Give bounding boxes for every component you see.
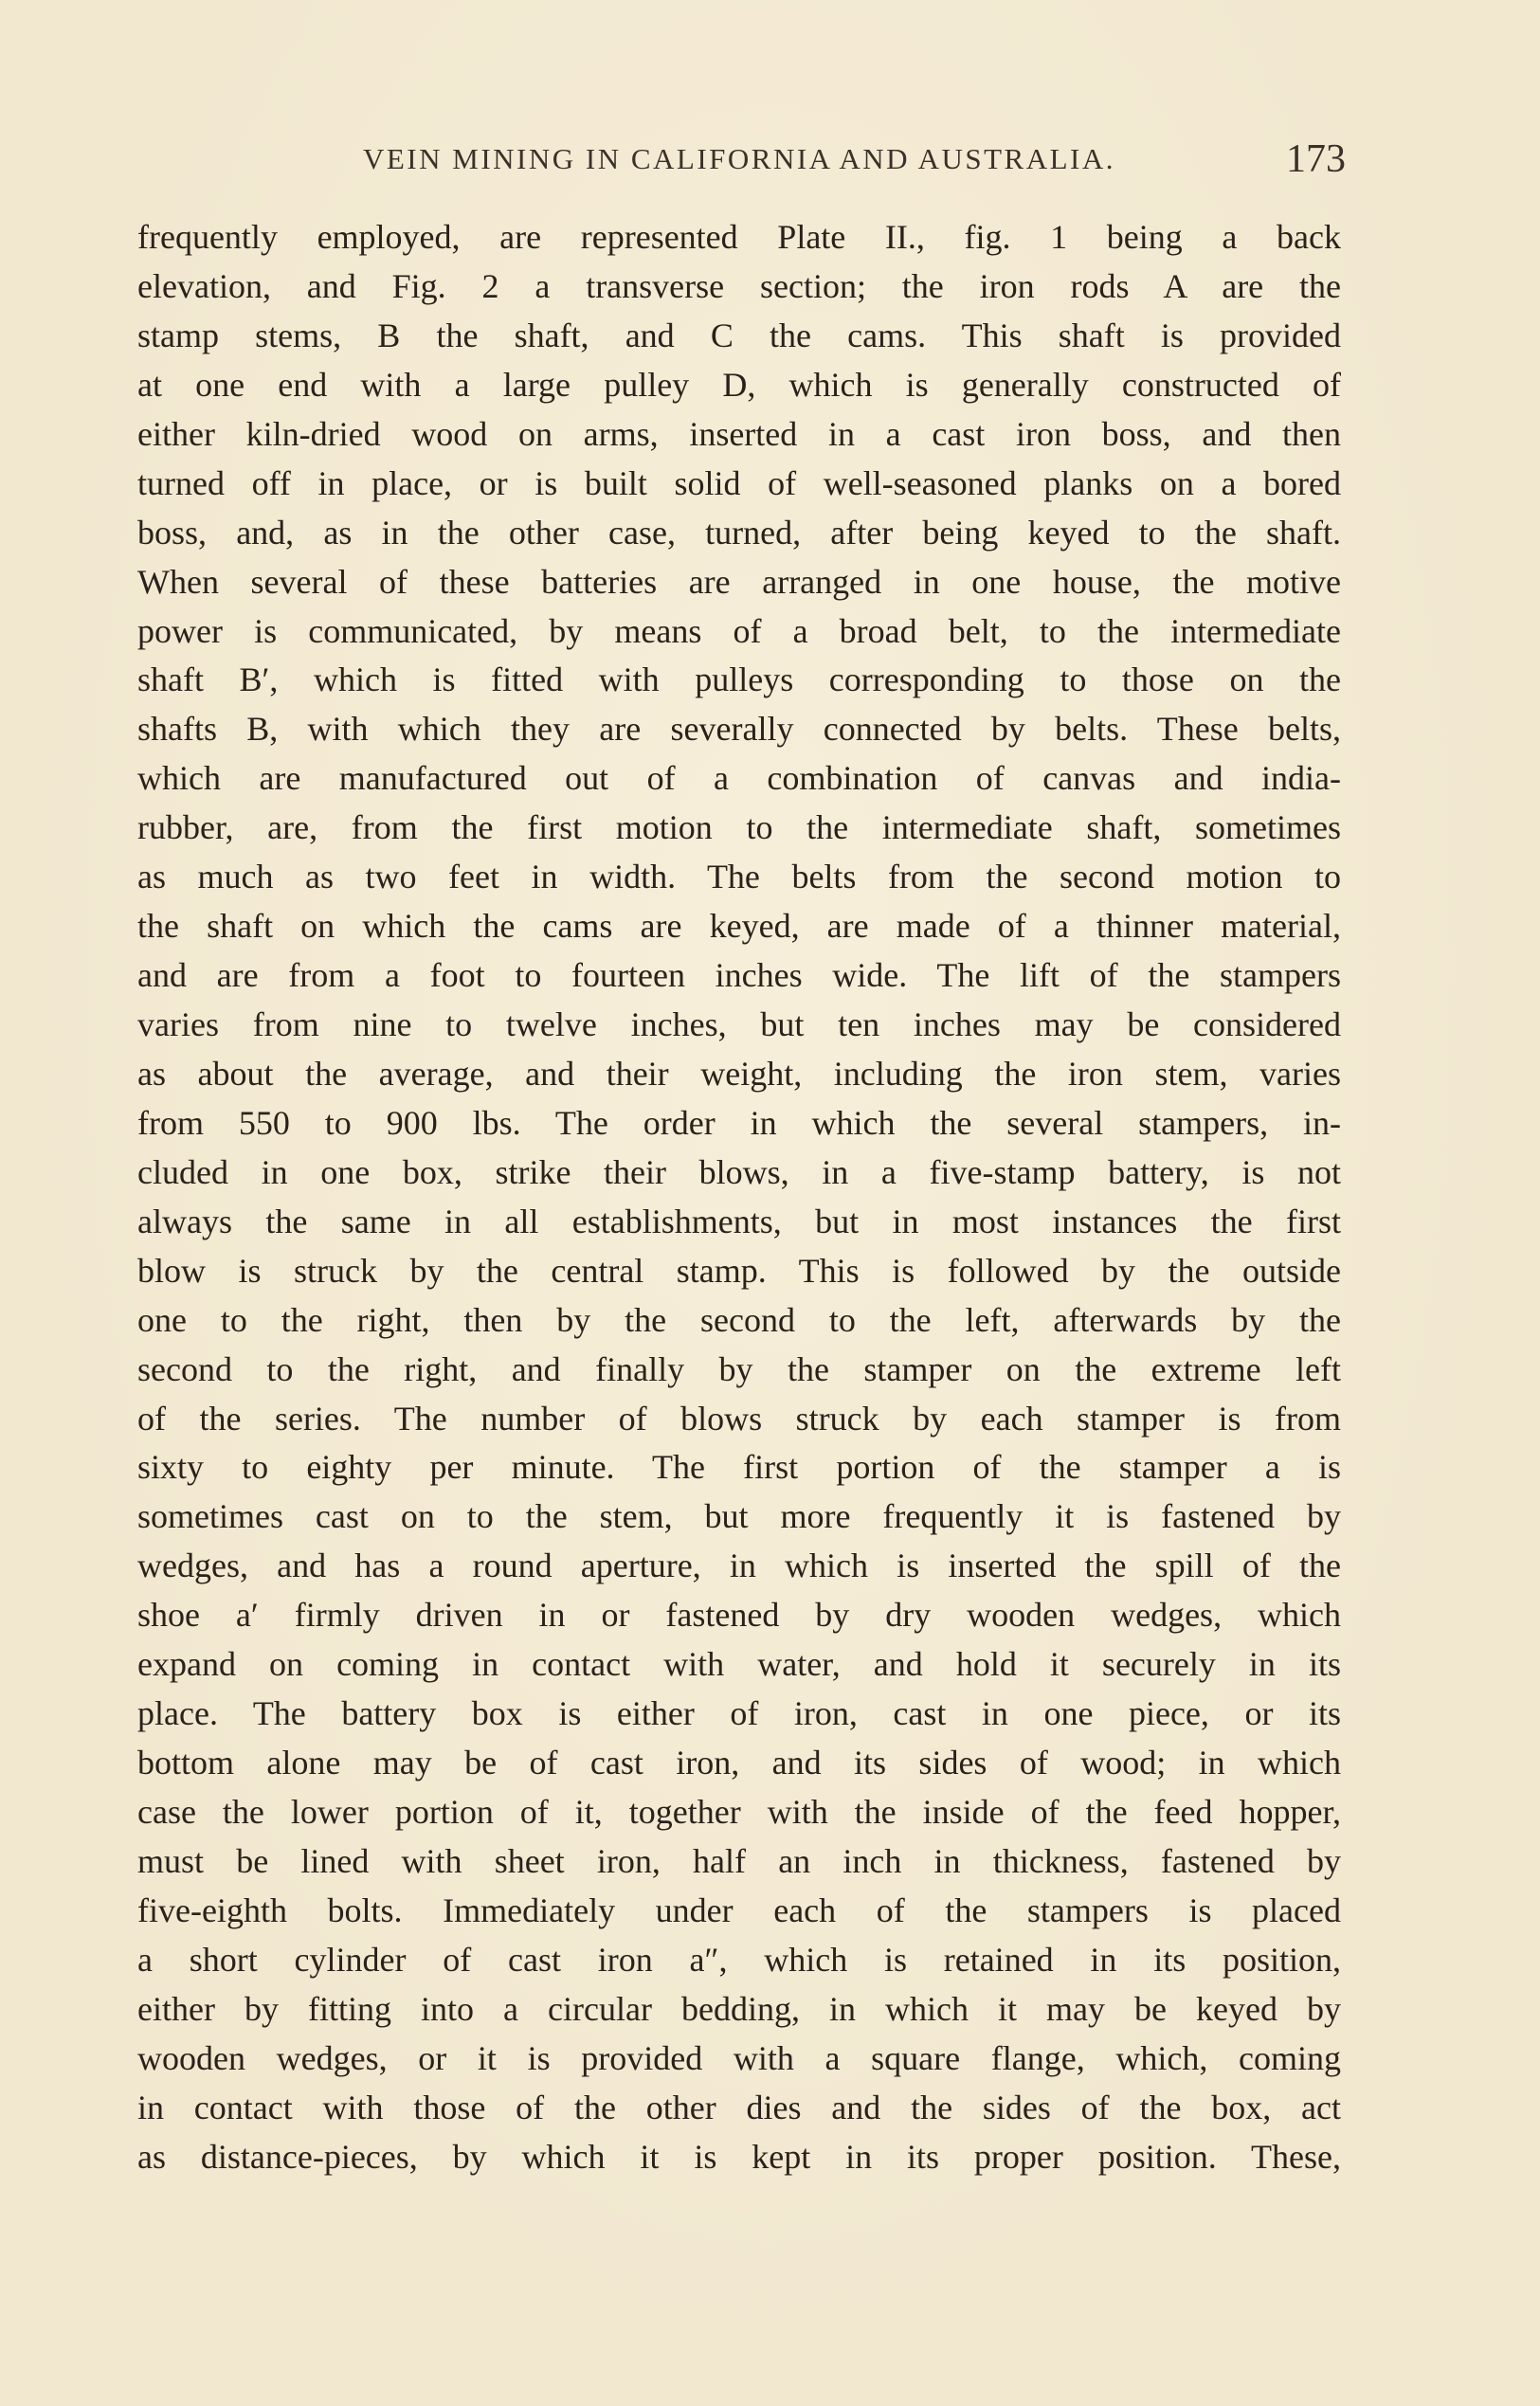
text-line: a short cylinder of cast iron a″, which is retained in its position, [137,1940,1341,1979]
text-line: and are from a foot to fourteen inches wide. The lift of the stampers [137,956,1341,995]
running-head [137,137,1346,191]
text-line: the shaft on which the cams are keyed, are made of a thinner material, [137,907,1341,946]
text-line: stamp stems, B the shaft, and C the cams. This shaft is provided [137,316,1341,354]
text-line: from 550 to 900 lbs. The order in which the several stampers, in- [137,1103,1341,1142]
text-line: frequently employed, are represented Plate II., fig. 1 being a back [137,218,1341,256]
text-line: five-eighth bolts. Immediately under each of the stampers is placed [137,1890,1341,1929]
text-line: as about the average, and their weight, including the iron stem, varies [137,1054,1341,1093]
text-line: in contact with those of the other dies and the sides of the box, act [137,2088,1341,2126]
text-line: as distance-pieces, by which it is kept in its proper position. These, [137,2137,1341,2176]
text-line: blow is struck by the central stamp. This is followed by the outside [137,1251,1341,1290]
page-number: 173 [1286,137,1346,181]
text-line: rubber, are, from the first motion to the intermediate shaft, sometimes [137,808,1341,847]
text-line: wedges, and has a round aperture, in which is inserted the spill of the [137,1547,1341,1585]
text-line: at one end with a large pulley D, which is generally constructed of [137,365,1341,404]
body-text [137,213,1341,2182]
text-line: wooden wedges, or it is provided with a square flange, which, coming [137,2038,1341,2077]
text-line: case the lower portion of it, together with the inside of the feed hopper, [137,1793,1341,1831]
running-title: VEIN MINING IN CALIFORNIA AND AUSTRALIA. [362,142,1116,175]
text-line: shaft B′, which is fitted with pulleys corresponding to those on the [137,660,1341,699]
text-line: turned off in place, or is built solid of well-seasoned planks on a bored [137,463,1341,502]
text-line: shafts B, with which they are severally connected by belts. These belts, [137,710,1341,749]
text-line: second to the right, and finally by the stamper on the extreme left [137,1349,1341,1388]
text-line: When several of these batteries are arranged in one house, the motive [137,562,1341,601]
text-line: power is communicated, by means of a broad belt, to the intermediate [137,611,1341,650]
text-line: either by fitting into a circular bedding, in which it may be keyed by [137,1989,1341,2028]
text-line: bottom alone may be of cast iron, and its sides of wood; in which [137,1744,1341,1782]
text-line: as much as two feet in width. The belts from the second motion to [137,858,1341,896]
text-line: elevation, and Fig. 2 a transverse section; the iron rods A are the [137,266,1341,305]
text-line: sometimes cast on to the stem, but more frequently it is fastened by [137,1497,1341,1536]
text-line: place. The battery box is either of iron, cast in one piece, or its [137,1694,1341,1733]
text-line: boss, and, as in the other case, turned, after being keyed to the shaft. [137,513,1341,552]
text-line: of the series. The number of blows struck by each stamper is from [137,1399,1341,1438]
text-line: shoe a′ firmly driven in or fastened by dry wooden wedges, which [137,1596,1341,1635]
text-line: one to the right, then by the second to the left, afterwards by the [137,1300,1341,1339]
text-line: sixty to eighty per minute. The first portion of the stamper a is [137,1448,1341,1487]
text-line: must be lined with sheet iron, half an inch in thickness, fastened by [137,1841,1341,1880]
text-line: varies from nine to twelve inches, but ten inches may be considered [137,1005,1341,1043]
text-line: either kiln-dried wood on arms, inserted in a cast iron boss, and then [137,414,1341,453]
text-line: which are manufactured out of a combination of canvas and india- [137,759,1341,798]
text-line: always the same in all establishments, but in most instances the first [137,1202,1341,1240]
text-line: expand on coming in contact with water, and hold it securely in its [137,1645,1341,1684]
text-line: cluded in one box, strike their blows, in a five-stamp battery, is not [137,1152,1341,1191]
